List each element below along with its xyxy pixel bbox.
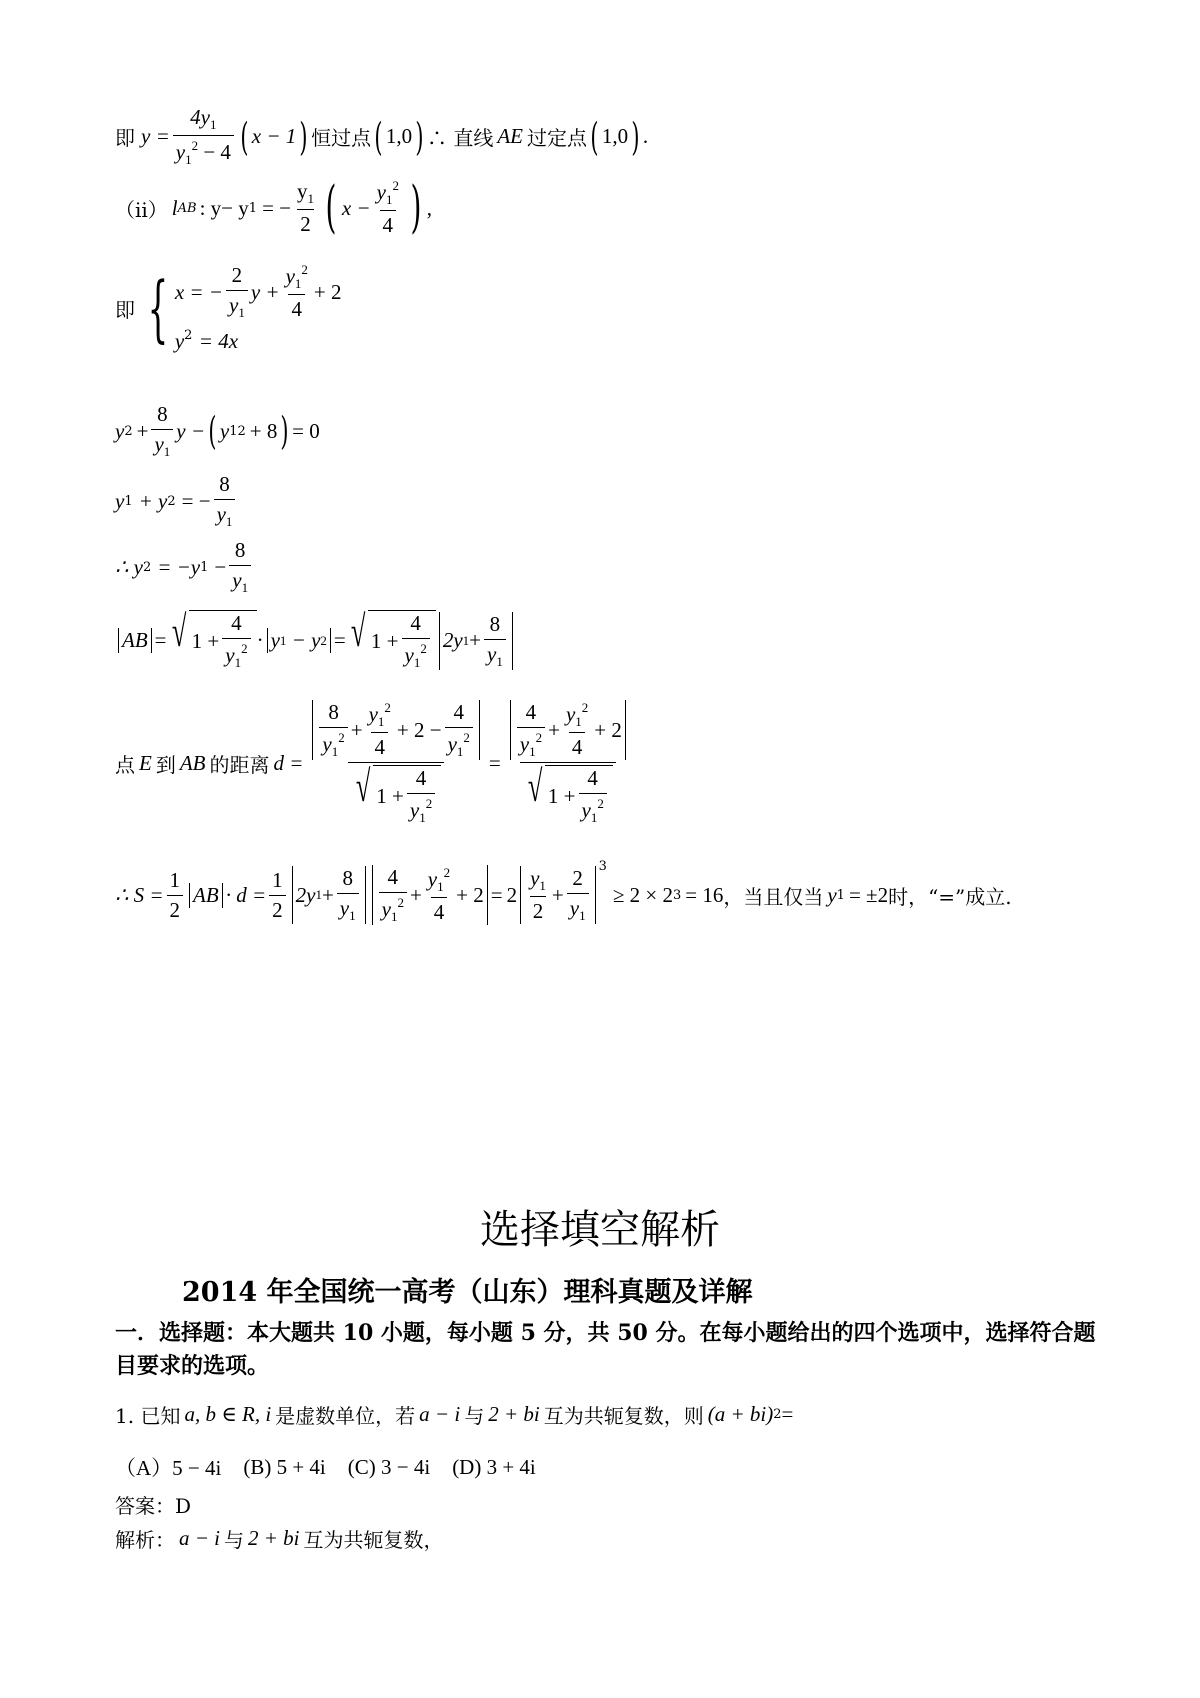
math: AB bbox=[189, 883, 223, 908]
math: E bbox=[139, 750, 152, 775]
option-a: （A）5 − 4i bbox=[115, 1456, 222, 1480]
section-title: 选择填空解析 bbox=[480, 1207, 720, 1253]
math: . bbox=[642, 124, 649, 148]
math: 1 bbox=[307, 191, 314, 206]
math: 2 bbox=[572, 866, 583, 890]
math: = 16 bbox=[685, 882, 724, 907]
sqrt: √ 1 + $\frac{4}{y_1^2}$ bbox=[167, 610, 257, 671]
math: y bbox=[581, 798, 591, 822]
fraction bbox=[173, 105, 234, 168]
math: = − bbox=[262, 195, 291, 220]
math: AB bbox=[177, 200, 197, 216]
math: + bbox=[350, 717, 363, 742]
math: y bbox=[174, 329, 185, 353]
eq-system: 即 { x = − $\frac{2}{y_1}$ y + $\frac{y_1^2}{4}$ + 2 $y^2 = 4x$ bbox=[115, 262, 342, 353]
math: 8 bbox=[234, 538, 246, 562]
text: ，当且仅当 bbox=[723, 884, 824, 909]
eq-ab-length bbox=[115, 607, 516, 671]
text: 时，“=”成立. bbox=[888, 884, 1012, 909]
text: 互为共轭复数，则 bbox=[543, 1404, 704, 1428]
math: 2 bbox=[463, 730, 470, 745]
fraction bbox=[226, 263, 248, 321]
math: a, b ∈ R, i bbox=[184, 1402, 272, 1426]
question-1-analysis bbox=[115, 1524, 444, 1553]
fraction bbox=[151, 402, 173, 460]
math: y bbox=[381, 897, 391, 921]
math: 1 bbox=[229, 423, 238, 439]
math: 1 bbox=[579, 908, 586, 923]
text: 即 bbox=[115, 126, 135, 150]
math: 4 bbox=[288, 294, 305, 322]
math: − y bbox=[291, 628, 321, 652]
exam-title: 2014 年全国统一高考（山东）理科真题及详解 bbox=[182, 1277, 753, 1308]
math: 4 bbox=[587, 766, 598, 790]
math: + 2 bbox=[594, 717, 622, 742]
math: , bbox=[426, 195, 433, 220]
math: d = bbox=[273, 750, 304, 775]
math: y bbox=[530, 866, 540, 890]
math: 1,0 bbox=[601, 124, 629, 148]
math: + 2 bbox=[313, 279, 342, 304]
math: 8 bbox=[219, 472, 230, 496]
abs bbox=[372, 865, 488, 925]
math: 2 + bi bbox=[248, 1526, 300, 1550]
math: 1 bbox=[462, 632, 470, 648]
math: 1,0 bbox=[385, 124, 413, 148]
math: AB bbox=[179, 750, 206, 775]
math: · d = bbox=[225, 882, 267, 907]
math: 2 bbox=[392, 178, 399, 193]
math: 4 bbox=[371, 732, 388, 760]
math: 1 bbox=[539, 878, 546, 893]
math: 1 bbox=[238, 305, 245, 320]
math: y bbox=[270, 628, 280, 652]
text: 互为共轭复数， bbox=[303, 1528, 444, 1552]
text: 解析： bbox=[115, 1528, 175, 1552]
math: · bbox=[256, 628, 264, 652]
math: = ±2 bbox=[848, 882, 889, 907]
math: y bbox=[154, 432, 164, 456]
math: 1 bbox=[390, 909, 398, 924]
math: 8 bbox=[157, 402, 168, 426]
eq-quadratic: y 2 + $\frac{8}{y_1}$ y − ( y 1 2 + 8 ) = 0 bbox=[115, 402, 320, 459]
math: AB bbox=[118, 628, 152, 653]
math: y bbox=[519, 732, 530, 756]
math: 1 + bbox=[376, 783, 404, 808]
math: 8 bbox=[328, 700, 339, 724]
math: 1 bbox=[185, 152, 192, 167]
math: y bbox=[115, 488, 125, 513]
eq-line-ae: 即 y = $\frac{4y_1}{y_1^2 - 4}$ ( x − 1 ) 恒过点 ( 1,0 ) ∴ 直线 AE 过定点 ( 1,0 ) . bbox=[115, 105, 649, 167]
math: = −y bbox=[157, 554, 201, 579]
abs bbox=[520, 866, 596, 924]
option-b: (B) 5 + 4i bbox=[243, 1454, 326, 1479]
math: 1 bbox=[349, 908, 356, 923]
math: + 2 bbox=[456, 882, 484, 907]
math: y = bbox=[141, 124, 170, 148]
math: 1 bbox=[377, 714, 385, 729]
math: 2 bbox=[237, 423, 246, 439]
text: 过定点 bbox=[527, 126, 587, 150]
fraction bbox=[167, 868, 184, 923]
math: y bbox=[219, 418, 230, 443]
math: 2y bbox=[295, 882, 316, 907]
math: 1 bbox=[169, 867, 181, 892]
math: 2 bbox=[506, 882, 518, 907]
abs bbox=[312, 700, 480, 760]
math: 2y bbox=[442, 628, 463, 652]
math: 4 bbox=[569, 732, 586, 760]
math: 2 bbox=[425, 796, 433, 811]
math: y bbox=[228, 293, 239, 317]
math: y bbox=[175, 140, 186, 164]
math: y bbox=[216, 502, 226, 526]
math: 2 bbox=[231, 263, 243, 287]
math: y bbox=[339, 896, 350, 920]
math: 1 bbox=[456, 744, 464, 759]
math: y bbox=[409, 798, 420, 822]
math: 2 bbox=[167, 493, 176, 509]
math: = bbox=[490, 882, 503, 907]
math: 4 bbox=[415, 766, 427, 790]
math: 2 bbox=[191, 138, 199, 153]
fraction bbox=[222, 611, 250, 671]
math: ∴ S = bbox=[115, 882, 164, 907]
math: 1 bbox=[413, 655, 421, 670]
math: − bbox=[214, 554, 227, 579]
math: = 0 bbox=[292, 418, 320, 443]
math: y bbox=[225, 643, 235, 667]
math: y bbox=[297, 179, 308, 203]
math: 8 bbox=[342, 866, 353, 890]
math: 2 bbox=[397, 895, 404, 910]
math: 2 bbox=[184, 328, 193, 343]
fraction bbox=[402, 611, 430, 671]
math: 2 bbox=[320, 632, 327, 648]
section-instructions: 一．选择题：本大题共 10 小题，每小题 5 分，共 50 分。在每小题给出的四个选项中，选择符合题目要求的选项。 bbox=[115, 1320, 1096, 1379]
math: 1 + bbox=[370, 628, 399, 653]
math: 2 bbox=[530, 896, 547, 924]
math: y bbox=[487, 641, 497, 666]
math: l bbox=[171, 195, 178, 220]
math: a − i bbox=[419, 1402, 461, 1426]
math: y bbox=[376, 180, 386, 204]
math: 1 bbox=[385, 192, 393, 207]
math: 1 bbox=[590, 810, 598, 825]
math: : y− y bbox=[199, 195, 249, 220]
math: x = − bbox=[174, 279, 223, 304]
sqrt: √ 1 + $\frac{4}{y_1^2}$ bbox=[346, 610, 436, 671]
math: 1 bbox=[200, 559, 209, 575]
math: y bbox=[232, 568, 242, 592]
math: 4 bbox=[410, 611, 421, 635]
math: 2 bbox=[301, 262, 308, 277]
math: − 4 bbox=[203, 140, 231, 164]
math: 2 bbox=[384, 700, 391, 715]
math: 4 bbox=[387, 865, 399, 889]
math: 1 bbox=[315, 887, 322, 902]
math: 1 bbox=[279, 632, 287, 648]
math: 1 bbox=[163, 444, 171, 459]
math: 2 bbox=[338, 730, 345, 745]
math: 3 bbox=[598, 859, 607, 874]
abs bbox=[439, 612, 513, 670]
math: 1 bbox=[575, 714, 582, 729]
math: x − bbox=[341, 195, 371, 220]
math: y bbox=[322, 732, 332, 756]
math: x − 1 bbox=[251, 124, 297, 148]
math: 2 bbox=[124, 423, 133, 439]
math: 1 bbox=[437, 879, 444, 894]
math: y bbox=[404, 643, 414, 667]
abs bbox=[267, 628, 331, 653]
math: 2 bbox=[773, 1407, 782, 1422]
fraction bbox=[214, 472, 236, 530]
math: 1 bbox=[331, 744, 339, 759]
math: + 2 − bbox=[396, 717, 442, 742]
fraction: $\frac{4}{y_1^2}$ + $\frac{y_1^2}{4}$ + 2 √ 1 + $\frac{4}{y_1^2}$ bbox=[504, 700, 632, 826]
fraction bbox=[484, 612, 506, 670]
math: (a + bi) bbox=[707, 1402, 774, 1426]
math: y + bbox=[250, 279, 280, 304]
math: = 4x bbox=[198, 329, 239, 353]
math: y − bbox=[176, 418, 206, 443]
math: 8 bbox=[489, 611, 501, 636]
eq-y2 bbox=[115, 538, 254, 596]
math: 1 bbox=[210, 117, 217, 132]
math: y bbox=[285, 264, 295, 288]
fraction bbox=[283, 262, 311, 322]
text: 即 bbox=[115, 297, 135, 322]
eq-area bbox=[115, 859, 1012, 925]
eq-line-lab: （ii） l AB : y− y 1 = − $\frac{y_1}{2}$ ( x − $\frac{y_1^2}{4}$ ) , bbox=[115, 175, 433, 240]
math: 4 bbox=[231, 611, 242, 635]
math: = bbox=[781, 1402, 794, 1426]
math: y bbox=[565, 702, 576, 726]
math: + bbox=[409, 882, 422, 907]
math: 2 bbox=[297, 209, 314, 237]
math: 2 bbox=[581, 700, 589, 715]
math: ≥ 2 × 2 bbox=[612, 882, 673, 907]
math: a − i bbox=[179, 1526, 221, 1550]
text: 是虚数单位，若 bbox=[275, 1404, 416, 1428]
option-c: (C) 3 − 4i bbox=[347, 1454, 431, 1479]
math: 1 + bbox=[191, 628, 220, 653]
text: （ii） bbox=[115, 197, 168, 222]
math: 2 bbox=[535, 730, 543, 745]
math: + bbox=[321, 882, 334, 907]
math: y bbox=[447, 732, 457, 756]
text: 到 bbox=[155, 752, 176, 777]
math: + 8 bbox=[249, 418, 278, 443]
text: 的距离 bbox=[209, 752, 270, 777]
fraction: $\frac{8}{y_1^2}$ + $\frac{y_1^2}{4}$ + 2 − $\frac{4}{y_1^2}$ √ 1 + $\frac{4}{y_1^2}$ bbox=[306, 700, 486, 826]
math: y bbox=[827, 882, 837, 907]
math: 4 bbox=[431, 897, 448, 925]
math: 2 bbox=[597, 796, 604, 811]
math: 4 bbox=[453, 700, 464, 724]
math: ∴ y bbox=[115, 554, 143, 579]
text: 恒过点 bbox=[311, 126, 372, 150]
option-d: (D) 3 + 4i bbox=[452, 1454, 536, 1479]
text: ∴ 直线 bbox=[426, 126, 494, 150]
fraction bbox=[294, 179, 317, 237]
abs bbox=[510, 700, 626, 760]
math: + y bbox=[138, 488, 168, 513]
math: + bbox=[469, 628, 481, 652]
question-1-options bbox=[115, 1452, 536, 1482]
math: 4 bbox=[380, 210, 397, 238]
math: 1 bbox=[272, 867, 283, 892]
math: = bbox=[488, 750, 501, 775]
abs bbox=[292, 866, 366, 924]
math: 2 + bi bbox=[488, 1402, 540, 1426]
math: y bbox=[427, 867, 438, 891]
math: + bbox=[548, 717, 560, 742]
math: y bbox=[368, 702, 378, 726]
math: + bbox=[136, 418, 149, 443]
fraction bbox=[269, 868, 286, 923]
math: 1 bbox=[294, 276, 302, 291]
math: = bbox=[333, 628, 346, 652]
math: 2 bbox=[167, 895, 184, 923]
math: + bbox=[551, 882, 564, 907]
math: = bbox=[154, 628, 167, 652]
question-1-stem bbox=[115, 1400, 793, 1429]
math: 2 bbox=[241, 641, 248, 656]
math: 1 + bbox=[547, 783, 576, 808]
math: AE bbox=[497, 124, 523, 148]
math: y bbox=[569, 896, 580, 920]
math: 1 bbox=[248, 200, 258, 216]
math: y bbox=[115, 418, 125, 443]
eq-distance bbox=[115, 700, 635, 826]
math: 1 bbox=[225, 514, 233, 529]
math: 2 bbox=[443, 865, 451, 880]
math: 1 bbox=[234, 655, 242, 670]
text: 与 bbox=[464, 1404, 485, 1428]
math: 4y bbox=[190, 105, 210, 129]
math: 1 bbox=[836, 887, 845, 903]
math: 4 bbox=[525, 700, 537, 724]
text: 1. 已知 bbox=[115, 1404, 181, 1428]
math: 1 bbox=[124, 493, 133, 509]
fraction bbox=[229, 538, 251, 596]
math: = − bbox=[181, 488, 211, 513]
math: 2 bbox=[142, 559, 152, 575]
math: 1 bbox=[419, 810, 426, 825]
math: 2 bbox=[269, 895, 286, 923]
text: 与 bbox=[224, 1528, 245, 1552]
math: 1 bbox=[529, 744, 536, 759]
text: 点 bbox=[115, 752, 135, 777]
math: 3 bbox=[672, 887, 682, 903]
math: 1 bbox=[496, 653, 503, 669]
question-1-answer: 答案：D bbox=[115, 1494, 192, 1518]
math: 2 bbox=[420, 641, 427, 656]
fraction bbox=[374, 178, 402, 238]
eq-sum bbox=[115, 472, 238, 530]
math: 1 bbox=[241, 580, 249, 595]
